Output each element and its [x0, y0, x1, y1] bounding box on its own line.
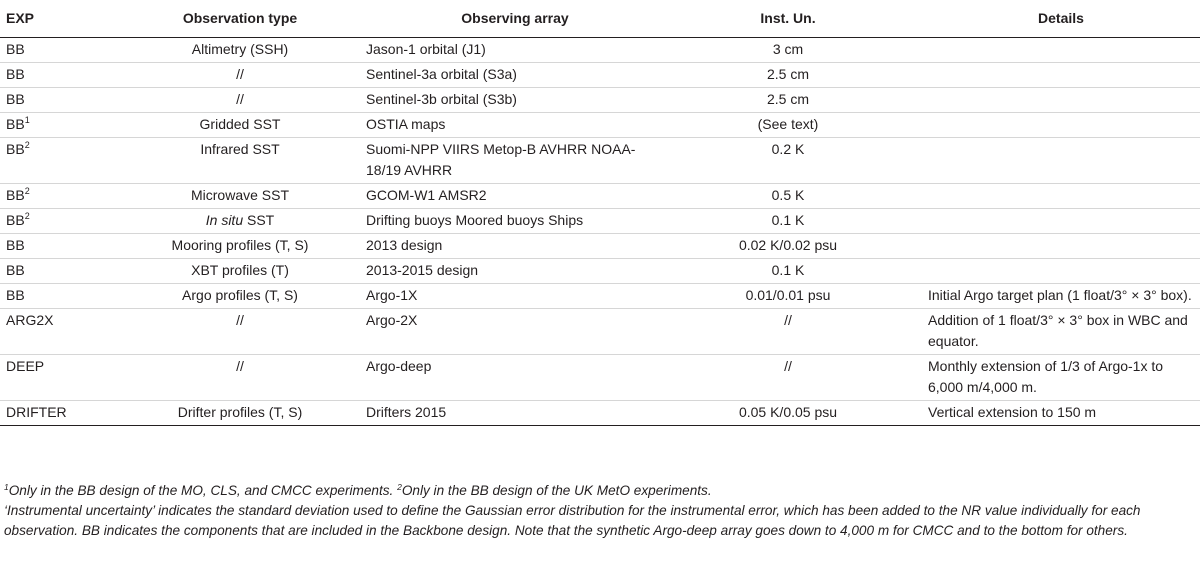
cell-observation-type	[130, 63, 350, 88]
cell-observing-array: Suomi-NPP VIIRS Metop-B AVHRR NOAA-18/19 AVHRR	[350, 138, 670, 184]
footnote-marker: 2	[24, 186, 30, 196]
exp-label: DRIFTER	[6, 404, 67, 420]
footnote-marker: 2	[24, 140, 30, 150]
cell-observing-array: 2013-2015 design	[350, 259, 670, 284]
cell-observation-type	[130, 38, 350, 63]
footnote-marker: 2	[24, 211, 30, 221]
cell-inst-un: 2.5 cm	[670, 88, 906, 113]
exp-label: BB	[6, 66, 25, 82]
cell-inst-un: 0.1 K	[670, 259, 906, 284]
cell-inst-un: (See text)	[670, 113, 906, 138]
exp-label: BB	[6, 116, 25, 132]
footnote-1-text: Only in the BB design of the MO, CLS, and CMCC experiments.	[8, 483, 394, 498]
cell-observing-array: GCOM-W1 AMSR2	[350, 184, 670, 209]
table-row	[0, 88, 1200, 113]
table-description: ‘Instrumental uncertainty’ indicates the standard deviation used to define the Gaussian error distribution for the instrumental error, which has been added to the NR value individually for each observation. BB indicates the components that are included in the Backbone design. Note that the synthetic Argo-deep array goes down to 4,000 m for CMCC and to the bottom for others.	[4, 503, 1141, 538]
cell-exp	[0, 234, 130, 259]
cell-observing-array: Sentinel-3a orbital (S3a)	[350, 63, 670, 88]
footnote-2-text: Only in the BB design of the UK MetO experiments.	[401, 483, 712, 498]
observation-type-text: //	[236, 91, 244, 107]
cell-exp	[0, 138, 130, 184]
observation-type-text: Microwave SST	[190, 187, 290, 203]
table-row	[0, 113, 1200, 138]
cell-details	[906, 88, 1200, 113]
cell-details	[906, 113, 1200, 138]
cell-observing-array: Drifting buoys Moored buoys Ships	[350, 209, 670, 234]
cell-inst-un: //	[670, 355, 906, 401]
table-row	[0, 184, 1200, 209]
cell-observing-array: 2013 design	[350, 234, 670, 259]
exp-label: BB	[6, 237, 25, 253]
table-row	[0, 63, 1200, 88]
observation-type-italic: In situ	[205, 212, 244, 228]
observation-type-text: Drifter profiles (T, S)	[177, 404, 303, 420]
cell-observation-type	[130, 113, 350, 138]
cell-observing-array: OSTIA maps	[350, 113, 670, 138]
cell-details: Vertical extension to 150 m	[906, 401, 1200, 426]
exp-label: BB	[6, 187, 25, 203]
cell-inst-un: 3 cm	[670, 38, 906, 63]
cell-inst-un: 0.2 K	[670, 138, 906, 184]
observation-type-text: //	[236, 358, 244, 374]
table-row	[0, 38, 1200, 63]
cell-observation-type	[130, 284, 350, 309]
cell-observing-array: Argo-1X	[350, 284, 670, 309]
col-header-details: Details	[906, 8, 1200, 38]
table-row	[0, 284, 1200, 309]
cell-exp	[0, 113, 130, 138]
cell-details	[906, 184, 1200, 209]
exp-label: BB	[6, 141, 25, 157]
cell-exp	[0, 209, 130, 234]
footnote-1-mark: 1	[4, 482, 9, 492]
cell-observing-array: Sentinel-3b orbital (S3b)	[350, 88, 670, 113]
cell-observation-type	[130, 209, 350, 234]
table-row	[0, 138, 1200, 184]
exp-label: ARG2X	[6, 312, 54, 328]
exp-label: DEEP	[6, 358, 45, 374]
observation-type-text: Infrared SST	[200, 141, 280, 157]
cell-observing-array: Argo-deep	[350, 355, 670, 401]
observation-table	[0, 8, 1200, 426]
col-header-observing-array: Observing array	[350, 8, 670, 38]
footnote-2-mark: 2	[397, 482, 402, 492]
cell-observing-array: Drifters 2015	[350, 401, 670, 426]
cell-exp	[0, 309, 130, 355]
observation-type-text: //	[236, 66, 244, 82]
cell-inst-un: 0.1 K	[670, 209, 906, 234]
cell-observation-type	[130, 234, 350, 259]
cell-details: Monthly extension of 1/3 of Argo-1x to 6,000 m/4,000 m.	[906, 355, 1200, 401]
observation-type-text: Gridded SST	[199, 116, 281, 132]
observation-type-text: //	[236, 312, 244, 328]
cell-details: Initial Argo target plan (1 float/3° × 3° box).	[906, 284, 1200, 309]
cell-observation-type	[130, 88, 350, 113]
cell-inst-un: 2.5 cm	[670, 63, 906, 88]
cell-details	[906, 259, 1200, 284]
table-row	[0, 355, 1200, 401]
cell-details	[906, 138, 1200, 184]
cell-inst-un: //	[670, 309, 906, 355]
cell-exp	[0, 184, 130, 209]
exp-label: BB	[6, 262, 25, 278]
cell-details	[906, 38, 1200, 63]
cell-details	[906, 234, 1200, 259]
footnote-marker: 1	[24, 115, 30, 125]
table-row	[0, 309, 1200, 355]
cell-observation-type	[130, 309, 350, 355]
cell-exp	[0, 38, 130, 63]
table-header-row	[0, 8, 1200, 38]
cell-observation-type	[130, 355, 350, 401]
cell-observation-type	[130, 184, 350, 209]
col-header-inst-un: Inst. Un.	[670, 8, 906, 38]
exp-label: BB	[6, 287, 25, 303]
cell-exp	[0, 63, 130, 88]
cell-exp	[0, 284, 130, 309]
footnote-line	[4, 481, 1198, 501]
cell-observation-type	[130, 401, 350, 426]
table-row	[0, 401, 1200, 426]
col-header-observation-type: Observation type	[130, 8, 350, 38]
cell-exp	[0, 259, 130, 284]
cell-exp	[0, 355, 130, 401]
table-row	[0, 234, 1200, 259]
table-body	[0, 38, 1200, 426]
cell-details	[906, 63, 1200, 88]
cell-exp	[0, 401, 130, 426]
table-footnotes	[4, 481, 1198, 541]
observation-type-text: XBT profiles (T)	[191, 262, 289, 278]
exp-label: BB	[6, 91, 25, 107]
table-row	[0, 209, 1200, 234]
observation-type-text: Argo profiles (T, S)	[182, 287, 298, 303]
cell-observing-array: Argo-2X	[350, 309, 670, 355]
cell-details	[906, 209, 1200, 234]
cell-observation-type	[130, 138, 350, 184]
cell-inst-un: 0.01/0.01 psu	[670, 284, 906, 309]
observation-type-text: Altimetry (SSH)	[191, 41, 289, 57]
exp-label: BB	[6, 212, 25, 228]
observation-type-text: Mooring profiles (T, S)	[171, 237, 309, 253]
cell-details: Addition of 1 float/3° × 3° box in WBC and equator.	[906, 309, 1200, 355]
observation-type-text: SST	[243, 212, 275, 228]
cell-inst-un: 0.05 K/0.05 psu	[670, 401, 906, 426]
cell-exp	[0, 88, 130, 113]
cell-observing-array: Jason-1 orbital (J1)	[350, 38, 670, 63]
exp-label: BB	[6, 41, 25, 57]
table-row	[0, 259, 1200, 284]
cell-inst-un: 0.5 K	[670, 184, 906, 209]
col-header-exp: EXP	[0, 8, 130, 38]
cell-observation-type	[130, 259, 350, 284]
cell-inst-un: 0.02 K/0.02 psu	[670, 234, 906, 259]
